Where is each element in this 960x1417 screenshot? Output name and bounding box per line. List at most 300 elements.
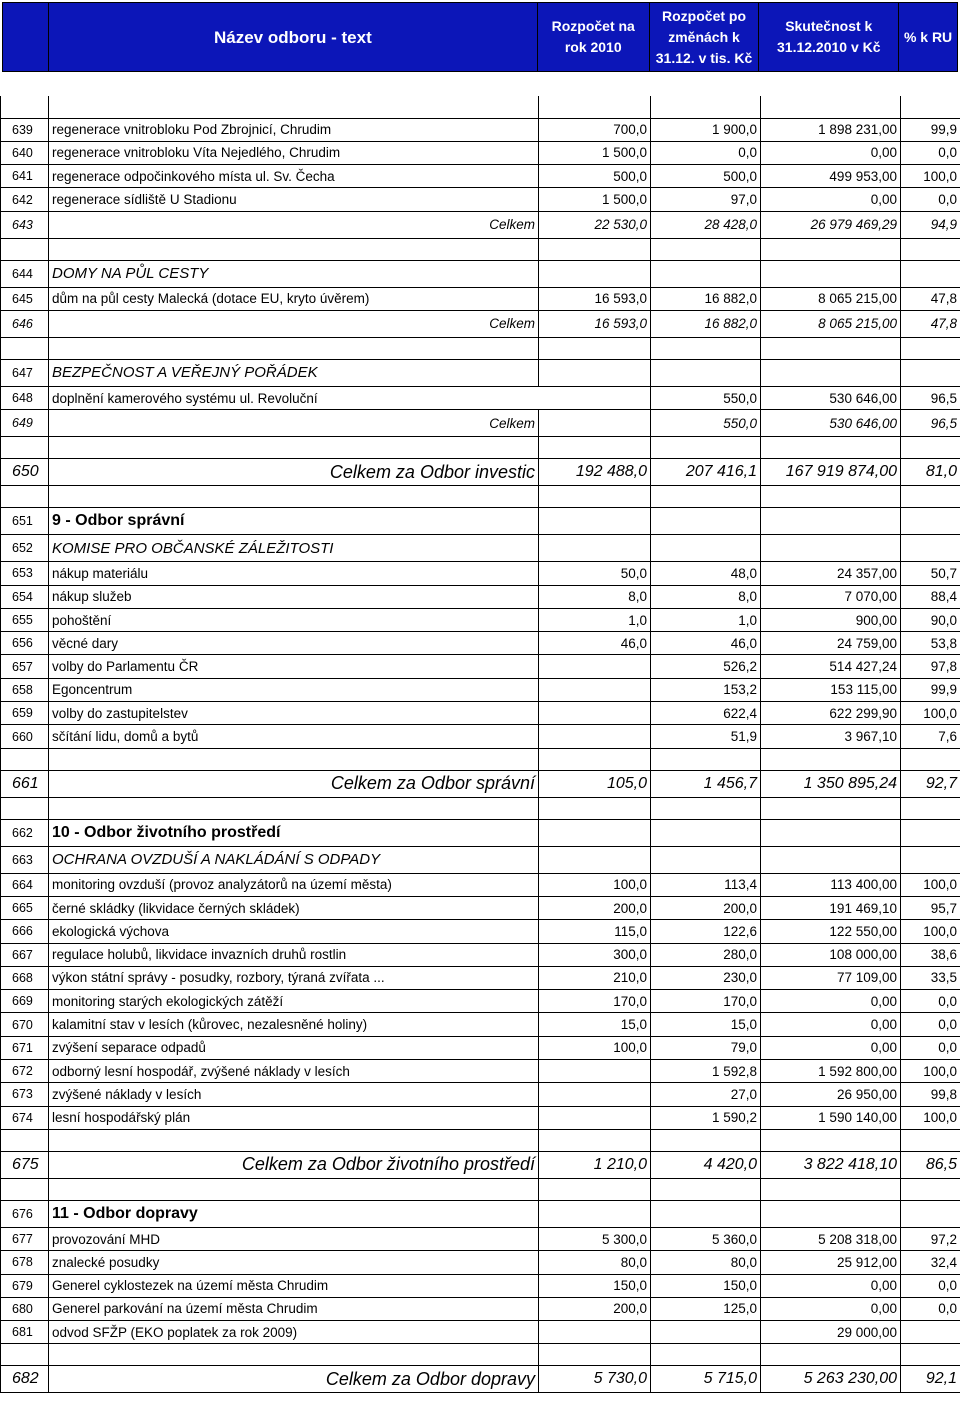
actual-value	[761, 238, 901, 260]
revised-value	[651, 508, 761, 535]
revised-value: 622,4	[651, 702, 761, 725]
pct-value: 50,7	[901, 562, 960, 585]
pct-value: 88,4	[901, 585, 960, 608]
table-row	[1, 260, 960, 287]
revised-value: 51,9	[651, 725, 761, 748]
budget-value	[539, 437, 651, 459]
row-number: 672	[1, 1060, 49, 1083]
revised-value: 1 590,2	[651, 1106, 761, 1129]
row-number: 649	[1, 410, 49, 437]
row-number: 663	[1, 846, 49, 873]
pct-value: 81,0	[901, 459, 960, 486]
pct-value: 0,0	[901, 141, 960, 164]
actual-value: 7 070,00	[761, 585, 901, 608]
row-number: 642	[1, 188, 49, 211]
spacer-row	[1, 797, 960, 819]
budget-value	[539, 359, 651, 386]
table-row	[1, 920, 960, 943]
budget-value	[539, 535, 651, 562]
row-number: 668	[1, 966, 49, 989]
table-row	[1, 1227, 960, 1250]
row-label: Celkem za Odbor životního prostředí	[49, 1151, 539, 1178]
table-row	[1, 359, 960, 386]
row-label: KOMISE PRO OBČANSKÉ ZÁLEŽITOSTI	[49, 535, 539, 562]
row-number: 650	[1, 459, 49, 486]
budget-value: 1,0	[539, 608, 651, 631]
pct-value	[901, 819, 960, 846]
row-number	[1, 437, 49, 459]
row-label: regulace holubů, likvidace invazních druhů rostlin	[49, 943, 539, 966]
revised-value: 500,0	[651, 165, 761, 188]
row-label: 9 - Odbor správní	[49, 508, 539, 535]
actual-value: 0,00	[761, 1036, 901, 1059]
budget-value	[539, 1178, 651, 1200]
table-row	[1, 678, 960, 701]
actual-value	[761, 508, 901, 535]
actual-value: 1 590 140,00	[761, 1106, 901, 1129]
budget-value: 100,0	[539, 873, 651, 896]
revised-value: 207 416,1	[651, 459, 761, 486]
revised-value	[651, 96, 761, 118]
budget-value: 5 300,0	[539, 1227, 651, 1250]
row-label: 10 - Odbor životního prostředí	[49, 819, 539, 846]
row-number	[1, 337, 49, 359]
pct-value	[901, 846, 960, 873]
budget-value: 200,0	[539, 1297, 651, 1320]
table-row	[1, 508, 960, 535]
budget-value: 1 500,0	[539, 141, 651, 164]
revised-value	[651, 1178, 761, 1200]
row-number: 679	[1, 1274, 49, 1297]
actual-value: 622 299,90	[761, 702, 901, 725]
revised-value: 200,0	[651, 896, 761, 919]
row-number	[1, 797, 49, 819]
pct-value	[901, 1344, 960, 1366]
row-label: regenerace odpočinkového místa ul. Sv. Čecha	[49, 165, 539, 188]
header-name: Název odboru - text	[49, 3, 538, 71]
actual-value: 499 953,00	[761, 165, 901, 188]
actual-value: 24 357,00	[761, 562, 901, 585]
actual-value: 5 208 318,00	[761, 1227, 901, 1250]
actual-value	[761, 1200, 901, 1227]
row-label: Celkem	[49, 310, 539, 337]
revised-value	[651, 819, 761, 846]
table-row	[1, 1151, 960, 1178]
row-label	[49, 1344, 539, 1366]
pct-value: 96,5	[901, 386, 960, 409]
revised-value	[651, 797, 761, 819]
budget-value: 15,0	[539, 1013, 651, 1036]
row-label: věcné dary	[49, 632, 539, 655]
actual-value	[761, 535, 901, 562]
actual-value: 1 898 231,00	[761, 118, 901, 141]
row-number	[1, 486, 49, 508]
pct-value: 92,7	[901, 770, 960, 797]
spacer-row	[1, 238, 960, 260]
actual-value: 113 400,00	[761, 873, 901, 896]
revised-value: 80,0	[651, 1251, 761, 1274]
pct-value: 100,0	[901, 1060, 960, 1083]
row-label: lesní hospodářský plán	[49, 1106, 539, 1129]
row-number: 658	[1, 678, 49, 701]
table-row	[1, 655, 960, 678]
table-row	[1, 846, 960, 873]
revised-value	[651, 1200, 761, 1227]
pct-value: 90,0	[901, 608, 960, 631]
table-row	[1, 1200, 960, 1227]
table-row	[1, 287, 960, 310]
revised-value: 5 360,0	[651, 1227, 761, 1250]
header-index-cell	[3, 3, 49, 71]
budget-value: 300,0	[539, 943, 651, 966]
budget-value	[539, 725, 651, 748]
pct-value: 99,9	[901, 678, 960, 701]
table-row	[1, 141, 960, 164]
row-number: 646	[1, 310, 49, 337]
budget-value	[539, 748, 651, 770]
table-row	[1, 1251, 960, 1274]
revised-value: 15,0	[651, 1013, 761, 1036]
header-pct: % k RU	[899, 3, 957, 71]
row-label: monitoring ovzduší (provoz analyzátorů na území města)	[49, 873, 539, 896]
actual-value	[761, 748, 901, 770]
row-number: 682	[1, 1366, 49, 1393]
pct-value: 0,0	[901, 188, 960, 211]
budget-value: 210,0	[539, 966, 651, 989]
actual-value	[761, 359, 901, 386]
revised-value: 8,0	[651, 585, 761, 608]
row-number: 644	[1, 260, 49, 287]
revised-value: 113,4	[651, 873, 761, 896]
row-number	[1, 1178, 49, 1200]
row-label: Celkem	[49, 410, 539, 437]
budget-value	[539, 238, 651, 260]
budget-value	[539, 508, 651, 535]
row-label: 11 - Odbor dopravy	[49, 1200, 539, 1227]
table-row	[1, 632, 960, 655]
revised-value	[651, 260, 761, 287]
table-row	[1, 1366, 960, 1393]
actual-value: 3 822 418,10	[761, 1151, 901, 1178]
actual-value: 8 065 215,00	[761, 287, 901, 310]
actual-value	[761, 337, 901, 359]
actual-value	[761, 797, 901, 819]
table-row	[1, 585, 960, 608]
pct-value	[901, 96, 960, 118]
revised-value: 550,0	[651, 386, 761, 409]
pct-value	[901, 535, 960, 562]
pct-value: 0,0	[901, 1297, 960, 1320]
row-number: 661	[1, 770, 49, 797]
row-label: Celkem za Odbor dopravy	[49, 1366, 539, 1393]
row-label: volby do Parlamentu ČR	[49, 655, 539, 678]
table-row	[1, 873, 960, 896]
table-row	[1, 770, 960, 797]
pct-value: 0,0	[901, 1036, 960, 1059]
row-number: 669	[1, 990, 49, 1013]
actual-value	[761, 1178, 901, 1200]
row-number: 659	[1, 702, 49, 725]
actual-value: 0,00	[761, 141, 901, 164]
row-label: OCHRANA OVZDUŠÍ A NAKLÁDÁNÍ S ODPADY	[49, 846, 539, 873]
actual-value: 1 350 895,24	[761, 770, 901, 797]
budget-value	[539, 96, 651, 118]
actual-value: 8 065 215,00	[761, 310, 901, 337]
table-row	[1, 702, 960, 725]
actual-value: 153 115,00	[761, 678, 901, 701]
table-row	[1, 386, 960, 409]
row-number: 667	[1, 943, 49, 966]
revised-value	[651, 437, 761, 459]
budget-value	[539, 410, 651, 437]
revised-value	[651, 748, 761, 770]
actual-value: 530 646,00	[761, 410, 901, 437]
pct-value: 100,0	[901, 873, 960, 896]
table-row	[1, 535, 960, 562]
row-number: 660	[1, 725, 49, 748]
revised-value: 150,0	[651, 1274, 761, 1297]
row-number: 651	[1, 508, 49, 535]
row-number: 662	[1, 819, 49, 846]
budget-value	[539, 386, 651, 409]
actual-value: 108 000,00	[761, 943, 901, 966]
actual-value: 0,00	[761, 990, 901, 1013]
row-label	[49, 1178, 539, 1200]
budget-value	[539, 1129, 651, 1151]
actual-value: 167 919 874,00	[761, 459, 901, 486]
budget-value	[539, 797, 651, 819]
row-label	[49, 238, 539, 260]
row-number: 653	[1, 562, 49, 585]
pct-value: 100,0	[901, 920, 960, 943]
pct-value: 95,7	[901, 896, 960, 919]
spacer-row	[1, 1129, 960, 1151]
pct-value: 47,8	[901, 287, 960, 310]
budget-value: 5 730,0	[539, 1366, 651, 1393]
row-label: pohoštění	[49, 608, 539, 631]
row-label: sčítání lidu, domů a bytů	[49, 725, 539, 748]
revised-value: 5 715,0	[651, 1366, 761, 1393]
actual-value: 191 469,10	[761, 896, 901, 919]
pct-value	[901, 486, 960, 508]
pct-value	[901, 1321, 960, 1344]
row-label: nákup služeb	[49, 585, 539, 608]
table-row	[1, 165, 960, 188]
row-label: monitoring starých ekologických zátěží	[49, 990, 539, 1013]
revised-value: 1 900,0	[651, 118, 761, 141]
row-number	[1, 238, 49, 260]
revised-value: 48,0	[651, 562, 761, 585]
row-number: 641	[1, 165, 49, 188]
row-label: volby do zastupitelstev	[49, 702, 539, 725]
budget-value	[539, 846, 651, 873]
table-row	[1, 1083, 960, 1106]
row-label: odborný lesní hospodář, zvýšené náklady v lesích	[49, 1060, 539, 1083]
actual-value: 5 263 230,00	[761, 1366, 901, 1393]
row-number: 665	[1, 896, 49, 919]
header-actual: Skutečnost k 31.12.2010 v Kč	[759, 3, 899, 71]
budget-value: 200,0	[539, 896, 651, 919]
actual-value: 25 912,00	[761, 1251, 901, 1274]
row-label: výkon státní správy - posudky, rozbory, týraná zvířata ...	[49, 966, 539, 989]
row-label	[49, 486, 539, 508]
revised-value: 122,6	[651, 920, 761, 943]
revised-value: 46,0	[651, 632, 761, 655]
pct-value: 0,0	[901, 1274, 960, 1297]
pct-value	[901, 238, 960, 260]
budget-value: 46,0	[539, 632, 651, 655]
row-label: regenerace vnitrobloku Víta Nejedlého, Chrudim	[49, 141, 539, 164]
row-number: 681	[1, 1321, 49, 1344]
budget-value: 50,0	[539, 562, 651, 585]
table-row	[1, 410, 960, 437]
row-number	[1, 1129, 49, 1151]
pct-value: 100,0	[901, 702, 960, 725]
row-number: 675	[1, 1151, 49, 1178]
budget-value	[539, 1321, 651, 1344]
pct-value: 100,0	[901, 1106, 960, 1129]
row-label: ekologická výchova	[49, 920, 539, 943]
revised-value: 550,0	[651, 410, 761, 437]
row-number: 647	[1, 359, 49, 386]
row-label: Celkem za Odbor správní	[49, 770, 539, 797]
row-number: 673	[1, 1083, 49, 1106]
budget-value: 700,0	[539, 118, 651, 141]
row-number	[1, 96, 49, 118]
revised-value: 97,0	[651, 188, 761, 211]
table-row	[1, 459, 960, 486]
pct-value: 100,0	[901, 165, 960, 188]
actual-value: 900,00	[761, 608, 901, 631]
row-label	[49, 337, 539, 359]
revised-value: 1,0	[651, 608, 761, 631]
table-row	[1, 1013, 960, 1036]
revised-value	[651, 1321, 761, 1344]
pct-value	[901, 359, 960, 386]
row-number: 676	[1, 1200, 49, 1227]
actual-value	[761, 486, 901, 508]
row-number: 680	[1, 1297, 49, 1320]
row-label: odvod SFŽP (EKO poplatek za rok 2009)	[49, 1321, 539, 1344]
row-number: 674	[1, 1106, 49, 1129]
actual-value: 24 759,00	[761, 632, 901, 655]
row-number: 664	[1, 873, 49, 896]
actual-value: 514 427,24	[761, 655, 901, 678]
pct-value: 32,4	[901, 1251, 960, 1274]
revised-value: 16 882,0	[651, 287, 761, 310]
pct-value	[901, 260, 960, 287]
pct-value: 38,6	[901, 943, 960, 966]
revised-value: 280,0	[651, 943, 761, 966]
pct-value: 96,5	[901, 410, 960, 437]
budget-value: 16 593,0	[539, 310, 651, 337]
row-label: Generel cyklostezek na území města Chrudim	[49, 1274, 539, 1297]
row-number: 643	[1, 211, 49, 238]
spacer-row	[1, 486, 960, 508]
pct-value: 0,0	[901, 1013, 960, 1036]
pct-value	[901, 748, 960, 770]
row-number: 640	[1, 141, 49, 164]
row-number: 652	[1, 535, 49, 562]
revised-value: 526,2	[651, 655, 761, 678]
budget-value: 500,0	[539, 165, 651, 188]
pct-value: 33,5	[901, 966, 960, 989]
row-number: 671	[1, 1036, 49, 1059]
actual-value: 530 646,00	[761, 386, 901, 409]
pct-value: 99,9	[901, 118, 960, 141]
revised-value: 230,0	[651, 966, 761, 989]
budget-value	[539, 337, 651, 359]
row-label: Celkem za Odbor investic	[49, 459, 539, 486]
spacer-row	[1, 1344, 960, 1366]
table-row	[1, 725, 960, 748]
row-label: regenerace vnitrobloku Pod Zbrojnicí, Chrudim	[49, 118, 539, 141]
budget-table	[0, 96, 960, 1393]
row-label	[49, 1129, 539, 1151]
pct-value	[901, 1178, 960, 1200]
row-label	[49, 797, 539, 819]
actual-value: 26 950,00	[761, 1083, 901, 1106]
budget-value	[539, 1106, 651, 1129]
pct-value	[901, 1200, 960, 1227]
row-label: Celkem	[49, 211, 539, 238]
revised-value: 16 882,0	[651, 310, 761, 337]
pct-value	[901, 797, 960, 819]
row-label: znalecké posudky	[49, 1251, 539, 1274]
pct-value: 92,1	[901, 1366, 960, 1393]
pct-value	[901, 508, 960, 535]
table-row	[1, 943, 960, 966]
row-label: regenerace sídliště U Stadionu	[49, 188, 539, 211]
budget-value: 16 593,0	[539, 287, 651, 310]
row-number: 670	[1, 1013, 49, 1036]
revised-value	[651, 337, 761, 359]
row-label: černé skládky (likvidace černých skládek)	[49, 896, 539, 919]
revised-value: 28 428,0	[651, 211, 761, 238]
actual-value	[761, 1129, 901, 1151]
spacer-row	[1, 1178, 960, 1200]
actual-value: 26 979 469,29	[761, 211, 901, 238]
row-label: dům na půl cesty Malecká (dotace EU, kryto úvěrem)	[49, 287, 539, 310]
actual-value	[761, 819, 901, 846]
budget-value: 1 210,0	[539, 1151, 651, 1178]
actual-value	[761, 437, 901, 459]
row-number: 654	[1, 585, 49, 608]
table-row	[1, 608, 960, 631]
table-row	[1, 1106, 960, 1129]
header-budget: Rozpočet na rok 2010	[538, 3, 650, 71]
table-row	[1, 211, 960, 238]
table-row	[1, 1036, 960, 1059]
row-label: doplnění kamerového systému ul. Revoluční	[49, 386, 539, 409]
actual-value: 29 000,00	[761, 1321, 901, 1344]
actual-value: 122 550,00	[761, 920, 901, 943]
row-number: 639	[1, 118, 49, 141]
pct-value: 53,8	[901, 632, 960, 655]
revised-value: 1 456,7	[651, 770, 761, 797]
row-label	[49, 748, 539, 770]
row-number: 678	[1, 1251, 49, 1274]
budget-value	[539, 819, 651, 846]
table-row	[1, 819, 960, 846]
actual-value: 3 967,10	[761, 725, 901, 748]
pct-value: 94,9	[901, 211, 960, 238]
row-number: 657	[1, 655, 49, 678]
pct-value: 97,2	[901, 1227, 960, 1250]
header-revised: Rozpočet po změnách k 31.12. v tis. Kč	[650, 3, 760, 71]
budget-value: 100,0	[539, 1036, 651, 1059]
row-label: zvýšené náklady v lesích	[49, 1083, 539, 1106]
